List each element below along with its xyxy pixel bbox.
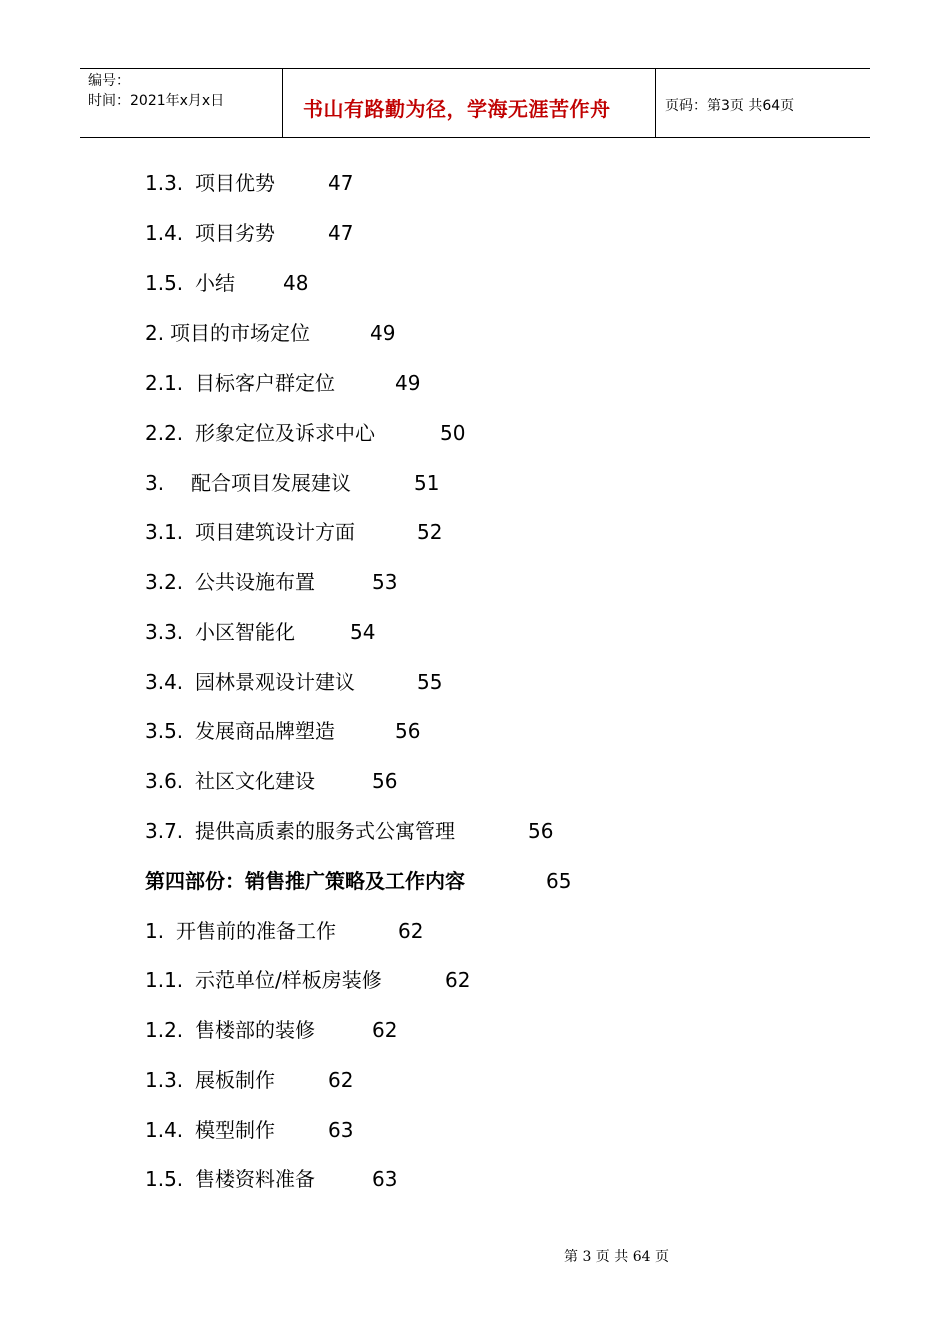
toc-number: 3.5. xyxy=(145,719,184,743)
toc-number: 1.5. xyxy=(145,1167,184,1191)
toc-number: 3.2. xyxy=(145,570,184,594)
toc-page: 47 xyxy=(328,221,354,245)
toc-number: 1.1. xyxy=(145,968,184,992)
toc-page: 49 xyxy=(395,371,421,395)
toc-page: 53 xyxy=(372,570,398,594)
toc-title: 示范单位/样板房装修 xyxy=(195,968,382,992)
toc-title: 目标客户群定位 xyxy=(195,371,335,395)
toc-title: 提供高质素的服务式公寓管理 xyxy=(195,819,455,843)
toc-number: 1.2. xyxy=(145,1018,184,1042)
toc-page: 56 xyxy=(372,769,398,793)
toc-title: 售楼资料准备 xyxy=(195,1167,315,1191)
toc-number: 2.1. xyxy=(145,371,184,395)
toc-page: 55 xyxy=(417,670,443,694)
header-motto-cell xyxy=(282,69,656,137)
toc-number: 1.4. xyxy=(145,221,184,245)
toc-page: 63 xyxy=(328,1118,354,1142)
header-meta-cell xyxy=(80,69,282,137)
toc-number: 1.3. xyxy=(145,1068,184,1092)
toc-title: 园林景观设计建议 xyxy=(195,670,355,694)
toc-page: 52 xyxy=(417,520,443,544)
toc-number: 3.6. xyxy=(145,769,184,793)
toc-number: 2. xyxy=(145,321,165,345)
toc-number: 3.4. xyxy=(145,670,184,694)
toc-page: 56 xyxy=(395,719,421,743)
header-page-info: 页码：第3页 共64页 xyxy=(665,98,795,114)
toc-number: 3.1. xyxy=(145,520,184,544)
toc-title: 模型制作 xyxy=(195,1118,275,1142)
toc-number: 3. xyxy=(145,471,165,495)
toc-page: 62 xyxy=(445,968,471,992)
toc-title: 售楼部的装修 xyxy=(195,1018,315,1042)
toc-title: 配合项目发展建议 xyxy=(191,471,351,495)
toc-title: 项目劣势 xyxy=(195,221,275,245)
toc-number: 1.3. xyxy=(145,171,184,195)
date-label: 时间：2021年x月x日 xyxy=(88,93,225,109)
document-header xyxy=(80,68,870,138)
toc-page: 49 xyxy=(370,321,396,345)
toc-page: 48 xyxy=(283,271,309,295)
toc-number: 1. xyxy=(145,919,165,943)
toc-page: 47 xyxy=(328,171,354,195)
toc-section-title: 第四部份：销售推广策略及工作内容 xyxy=(145,869,465,893)
toc-page: 65 xyxy=(546,869,572,893)
toc-title: 项目建筑设计方面 xyxy=(195,520,355,544)
toc-title: 小区智能化 xyxy=(195,620,295,644)
header-motto: 书山有路勤为径，学海无涯苦作舟 xyxy=(303,97,611,121)
toc-number: 3.3. xyxy=(145,620,184,644)
toc-title: 开售前的准备工作 xyxy=(176,919,336,943)
toc-number: 3.7. xyxy=(145,819,184,843)
toc-title: 发展商品牌塑造 xyxy=(195,719,335,743)
toc-title: 形象定位及诉求中心 xyxy=(195,421,375,445)
toc-title: 社区文化建设 xyxy=(195,769,315,793)
serial-number-label: 编号： xyxy=(88,73,130,89)
toc-page: 62 xyxy=(372,1018,398,1042)
toc-title: 小结 xyxy=(195,271,235,295)
toc-number: 2.2. xyxy=(145,421,184,445)
toc-page: 56 xyxy=(528,819,554,843)
toc-page: 62 xyxy=(328,1068,354,1092)
toc-page: 62 xyxy=(398,919,424,943)
toc-title: 项目的市场定位 xyxy=(170,321,310,345)
toc-title: 项目优势 xyxy=(195,171,275,195)
toc-title: 展板制作 xyxy=(195,1068,275,1092)
toc-page: 51 xyxy=(414,471,440,495)
toc-title: 公共设施布置 xyxy=(195,570,315,594)
toc-page: 50 xyxy=(440,421,466,445)
toc-number: 1.5. xyxy=(145,271,184,295)
toc-number: 1.4. xyxy=(145,1118,184,1142)
page-footer: 第 3 页 共 64 页 xyxy=(564,1249,669,1265)
toc-page: 54 xyxy=(350,620,376,644)
toc-page: 63 xyxy=(372,1167,398,1191)
header-page-cell xyxy=(655,69,870,137)
